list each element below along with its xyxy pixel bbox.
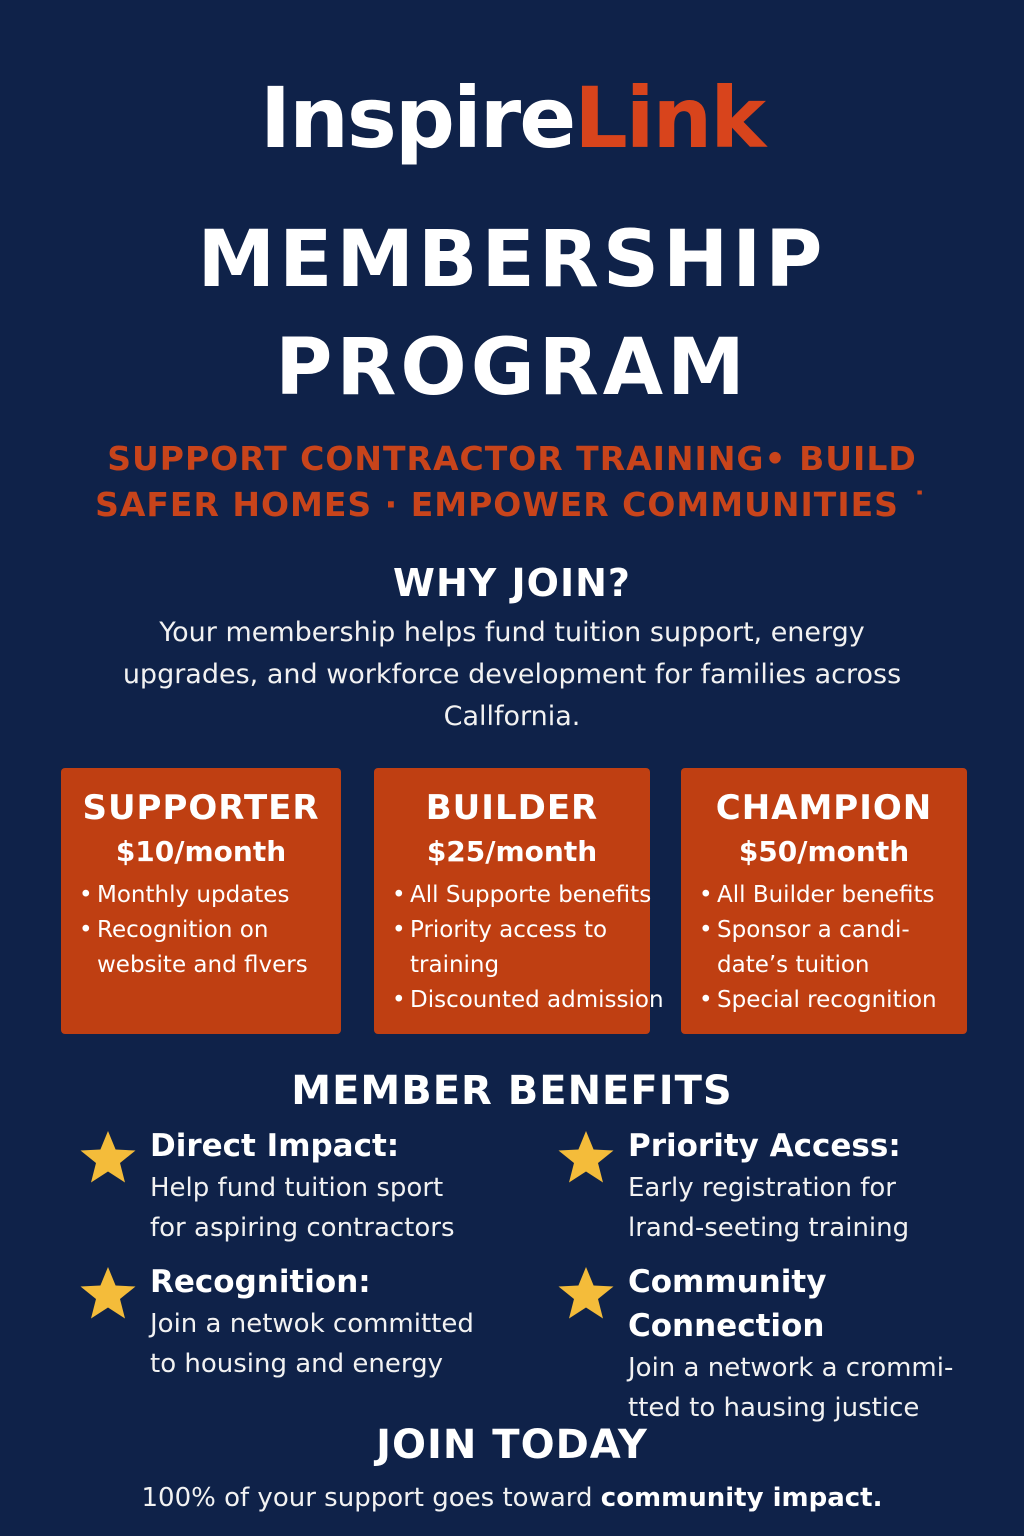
- benefit-title: Recognition:: [150, 1264, 371, 1300]
- tier-price: $25/month: [426, 835, 598, 868]
- tagline-line-1: SUPPORT CONTRACTOR TRAINING• BUILD: [107, 439, 917, 478]
- benefit-community-connection: [556, 1260, 956, 1428]
- tier-name: CHAMPION: [715, 788, 933, 828]
- star-icon: [556, 1264, 616, 1324]
- why-join-heading: WHY JOIN?: [393, 561, 631, 605]
- tier-card-supporter: [61, 768, 341, 1034]
- join-text-plain: 100% of your support goes toward: [141, 1483, 601, 1513]
- benefit-text: Help fund tuition sport for aspiring contractors: [150, 1173, 455, 1243]
- tier-benefit-item: • Special recognition: [697, 983, 963, 1018]
- tier-benefit-item: • Discounted admission: [390, 983, 646, 1018]
- benefit-title: Community Connection: [628, 1264, 827, 1344]
- tier-benefit-item: • Monthly updates: [77, 878, 337, 913]
- member-benefits-heading: MEMBER BENEFITS: [291, 1068, 733, 1114]
- benefit-recognition: [78, 1260, 478, 1384]
- tier-benefit-item: • Priority access to training: [390, 913, 646, 983]
- benefit-direct-impact: [78, 1124, 478, 1248]
- star-icon: [556, 1128, 616, 1188]
- why-join-text: Your membership helps fund tuition support, energy upgrades, and workforce development for families across Callfornia.: [122, 617, 902, 732]
- logo: [0, 68, 1024, 168]
- star-icon: [78, 1128, 138, 1188]
- tier-card-builder: [374, 768, 664, 1034]
- benefit-text: Join a netwok committed to housing and energy: [150, 1309, 474, 1379]
- logo-part-link: Link: [574, 69, 765, 167]
- star-icon: [78, 1264, 138, 1324]
- tier-benefit-list: [681, 878, 967, 1018]
- tier-benefit-list: [374, 878, 664, 1018]
- benefit-text: Early registration for lrand-seeting training: [628, 1173, 910, 1243]
- tagline: [0, 436, 1024, 528]
- title-line-2: PROGRAM: [275, 323, 749, 413]
- tier-card-champion: [681, 768, 967, 1034]
- tier-name: SUPPORTER: [82, 788, 320, 828]
- benefit-text: Join a network a crommi-tted to hausing justice: [628, 1353, 954, 1423]
- tier-benefit-list: [61, 878, 341, 983]
- tier-name: BUILDER: [425, 788, 599, 828]
- tier-price: $10/month: [115, 835, 287, 868]
- benefit-priority-access: [556, 1124, 956, 1248]
- tier-benefit-item: • Recognition on website and flvers: [77, 913, 337, 983]
- logo-part-inspire: Inspire: [259, 69, 575, 167]
- benefit-title: Direct Impact:: [150, 1128, 400, 1164]
- tier-price: $50/month: [738, 835, 910, 868]
- tier-benefit-item: • Sponsor a candi-date’s tuition: [697, 913, 963, 983]
- title-line-1: MEMBERSHIP: [197, 215, 827, 305]
- tier-benefit-item: • All Supporte benefits: [390, 878, 646, 913]
- tagline-line-2: SAFER HOMES · EMPOWER COMMUNITIES ˙: [95, 485, 929, 524]
- join-text-bold: community impact.: [600, 1483, 883, 1513]
- join-today-text: [0, 1478, 1024, 1518]
- benefit-title: Priority Access:: [628, 1128, 901, 1164]
- join-today-heading: JOIN TODAY: [376, 1422, 648, 1468]
- tier-benefit-item: • All Builder benefits: [697, 878, 963, 913]
